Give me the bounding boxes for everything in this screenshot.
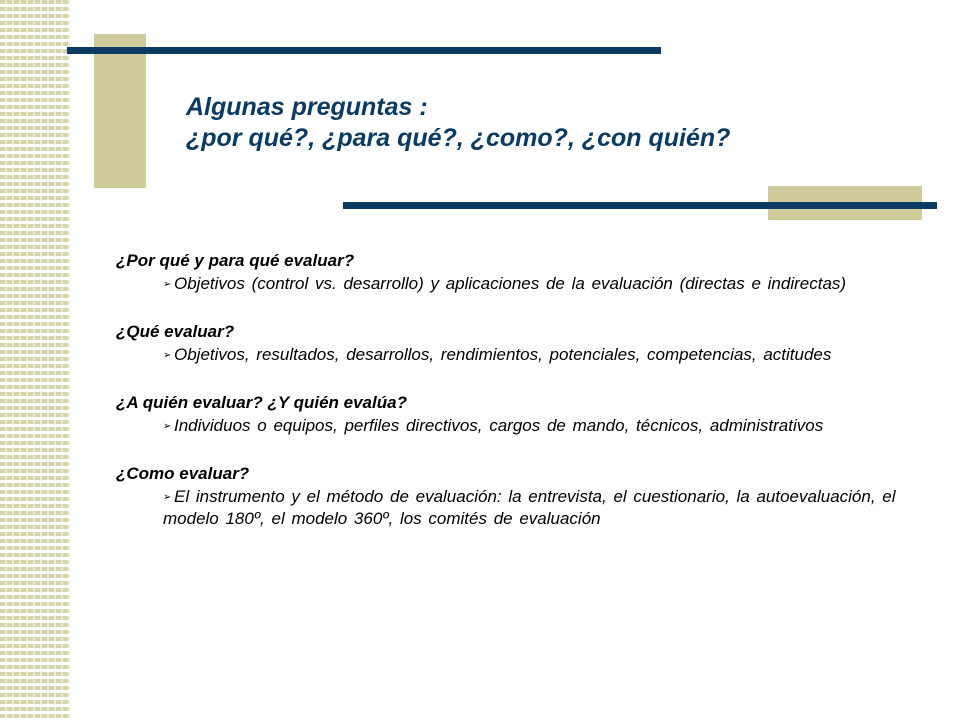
question-section (116, 463, 916, 529)
arrow-right-icon: ➢ (163, 279, 172, 290)
bullet-item (163, 344, 916, 366)
arrow-right-icon: ➢ (163, 421, 172, 432)
question-heading: ¿Qué evaluar? (116, 322, 235, 341)
question-heading: ¿A quién evaluar? ¿Y quién evalúa? (116, 393, 407, 412)
decorative-line-top (67, 47, 661, 54)
bullet-text: Objetivos, resultados, desarrollos, rendimientos, potenciales, competencias, actitudes (174, 345, 832, 364)
question-section (116, 250, 916, 295)
question-section (116, 392, 916, 437)
decorative-stripe-bar (0, 0, 70, 720)
bullet-item (163, 486, 916, 529)
bullet-item (163, 415, 916, 437)
slide-title (186, 92, 926, 154)
slide-title-line-2: ¿por qué?, ¿para qué?, ¿como?, ¿con quién? (186, 124, 731, 152)
decorative-line-middle (343, 202, 937, 209)
question-heading: ¿Por qué y para qué evaluar? (116, 251, 355, 270)
arrow-right-icon: ➢ (163, 350, 172, 361)
bullet-text: El instrumento y el método de evaluación: la entrevista, el cuestionario, la autoevaluación, el modelo 180º, el modelo 360º, los comités de evaluación (163, 487, 896, 528)
arrow-right-icon: ➢ (163, 492, 172, 503)
bullet-text: Individuos o equipos, perfiles directivos, cargos de mando, técnicos, administrativos (174, 416, 824, 435)
decorative-block-left (94, 34, 146, 188)
question-heading: ¿Como evaluar? (116, 464, 250, 483)
bullet-text: Objetivos (control vs. desarrollo) y aplicaciones de la evaluación (directas e indirectas) (174, 274, 847, 293)
question-section (116, 321, 916, 366)
slide-content (116, 250, 916, 555)
slide-title-line-1: Algunas preguntas : (186, 93, 428, 121)
bullet-item (163, 273, 916, 295)
